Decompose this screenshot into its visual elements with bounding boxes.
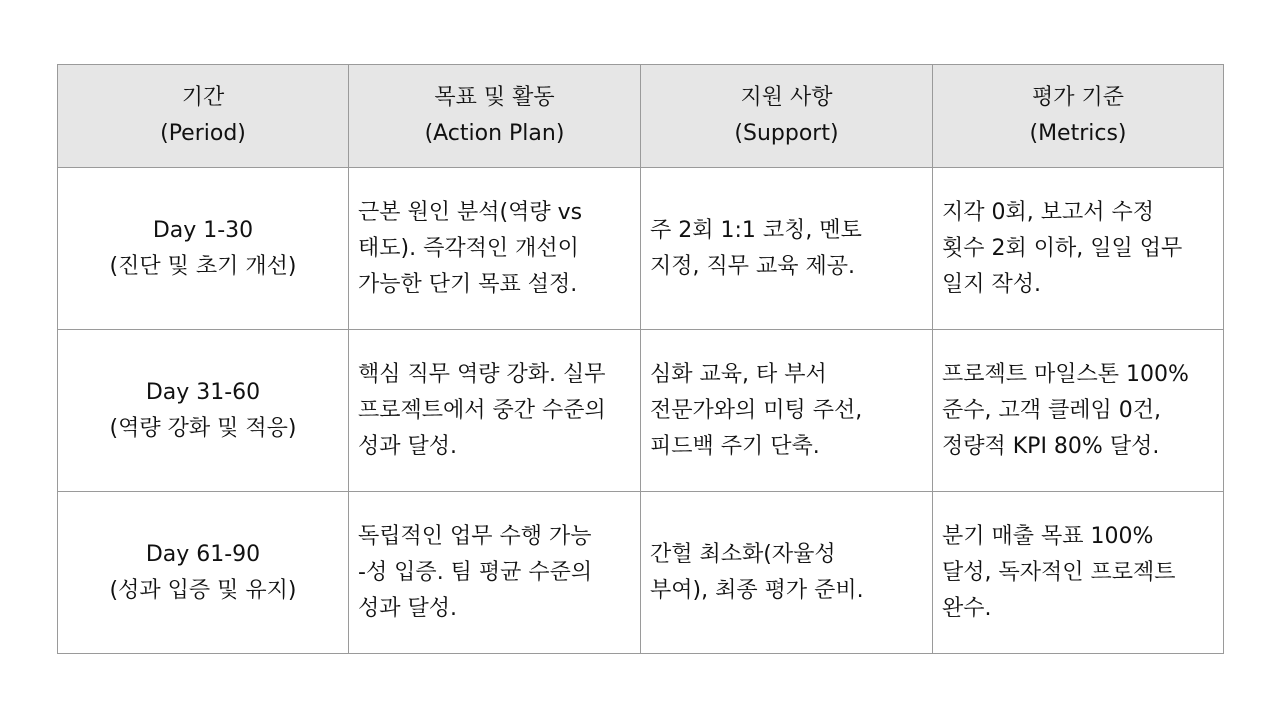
cell-line: 근본 원인 분석(역량 vs — [358, 199, 583, 225]
cell-line: 부여), 최종 평가 준비. — [650, 577, 864, 603]
cell-line: 준수, 고객 클레임 0건, — [942, 397, 1161, 423]
period-phase: (성과 입증 및 유지) — [109, 577, 297, 603]
cell-line: 피드백 주기 단축. — [650, 433, 820, 459]
action-plan-cell — [349, 330, 641, 492]
header-label-ko: 지원 사항 — [740, 85, 833, 110]
header-label-ko: 목표 및 활동 — [434, 85, 555, 110]
header-label-en: (Action Plan) — [424, 121, 565, 146]
period-days: Day 1-30 — [152, 217, 254, 243]
cell-line: 핵심 직무 역량 강화. 실무 — [358, 361, 606, 387]
cell-line: 프로젝트에서 중간 수준의 — [358, 397, 606, 423]
header-label-ko: 기간 — [181, 85, 225, 110]
header-action-plan — [349, 65, 641, 168]
action-plan-cell — [349, 168, 641, 330]
cell-line: 지정, 직무 교육 제공. — [650, 253, 855, 279]
table-row — [58, 168, 1224, 330]
cell-line: 주 2회 1:1 코칭, 멘토 — [650, 217, 862, 243]
header-label-en: (Period) — [160, 121, 246, 146]
header-label-en: (Support) — [734, 121, 839, 146]
cell-line: 성과 달성. — [358, 433, 457, 459]
period-days: Day 31-60 — [145, 379, 261, 405]
header-row — [58, 65, 1224, 168]
cell-line: -성 입증. 팀 평균 수준의 — [358, 559, 593, 585]
period-days: Day 61-90 — [145, 541, 261, 567]
period-cell — [58, 330, 349, 492]
cell-line: 완수. — [942, 595, 992, 621]
support-cell — [641, 492, 933, 654]
support-cell — [641, 330, 933, 492]
table-header — [58, 65, 1224, 168]
cell-line: 분기 매출 목표 100% — [942, 523, 1154, 549]
period-phase: (역량 강화 및 적응) — [109, 415, 297, 441]
table-body — [58, 168, 1224, 654]
cell-line: 독립적인 업무 수행 가능 — [358, 523, 592, 549]
cell-line: 정량적 KPI 80% 달성. — [942, 433, 1160, 459]
cell-line: 일지 작성. — [942, 271, 1041, 297]
table-row — [58, 492, 1224, 654]
period-phase: (진단 및 초기 개선) — [109, 253, 297, 279]
period-cell — [58, 168, 349, 330]
metrics-cell — [933, 168, 1224, 330]
cell-line: 달성, 독자적인 프로젝트 — [942, 559, 1176, 585]
cell-line: 성과 달성. — [358, 595, 457, 621]
cell-line: 전문가와의 미팅 주선, — [650, 397, 863, 423]
header-support — [641, 65, 933, 168]
header-metrics — [933, 65, 1224, 168]
period-cell — [58, 492, 349, 654]
cell-line: 심화 교육, 타 부서 — [650, 361, 827, 387]
cell-line: 간헐 최소화(자율성 — [650, 541, 836, 567]
header-period — [58, 65, 349, 168]
header-label-ko: 평가 기준 — [1031, 85, 1124, 110]
header-label-en: (Metrics) — [1029, 121, 1127, 146]
table-row — [58, 330, 1224, 492]
action-plan-table — [57, 64, 1224, 654]
cell-line: 지각 0회, 보고서 수정 — [942, 199, 1154, 225]
cell-line: 가능한 단기 목표 설정. — [358, 271, 578, 297]
metrics-cell — [933, 330, 1224, 492]
support-cell — [641, 168, 933, 330]
cell-line: 프로젝트 마일스톤 100% — [942, 361, 1189, 387]
cell-line: 태도). 즉각적인 개선이 — [358, 235, 579, 261]
cell-line: 횟수 2회 이하, 일일 업무 — [942, 235, 1183, 261]
metrics-cell — [933, 492, 1224, 654]
action-plan-cell — [349, 492, 641, 654]
